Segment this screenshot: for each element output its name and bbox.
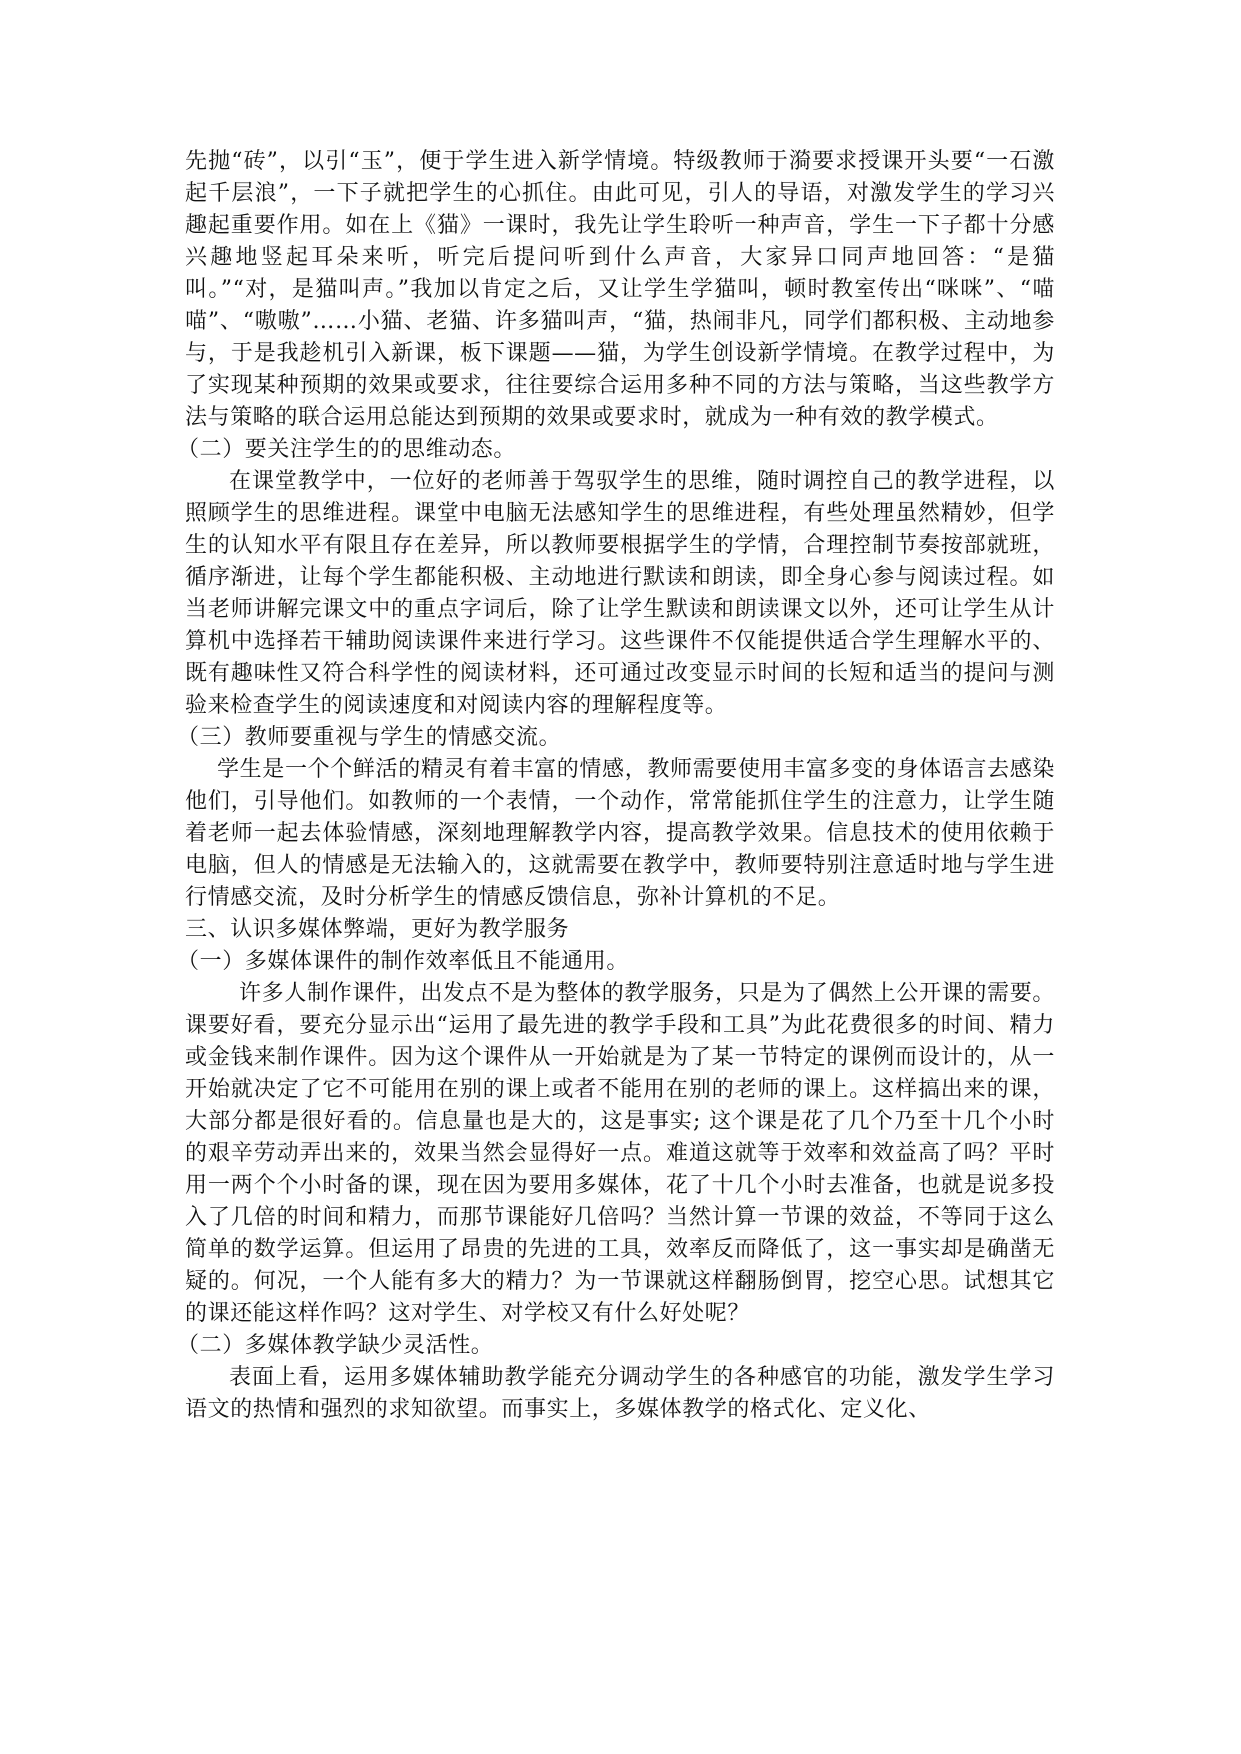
section-heading-thinking: （二）要关注学生的的思维动态。 (177, 437, 517, 462)
section-heading-efficiency: （一）多媒体课件的制作效率低且不能通用。 (177, 949, 630, 974)
paragraph-intro-story: 先抛“砖”，以引“玉”，便于学生进入新学情境。特级教师于漪要求授课开头要“一石激起千层浪”，一下子就把学生的心抓住。由此可见，引人的导语，对激发学生的学习兴趣起重要作用。如在上《猫》一课时，我先让学生聆听一种声音，学生一下子都十分感兴趣地竖起耳朵来听，听完后提问听到什么声音，大家异口同声地回答：“是猫叫。”“对，是猫叫声。”我加以肯定之后，又让学生学猫叫，顿时教室传出“咪咪”、“喵喵”、“嗷嗷”……小猫、老猫、许多猫叫声，“猫，热闹非凡，同学们都积极、主动地参与，于是我趁机引入新课，板下课题——猫，为学生创设新学情境。在教学过程中，为了实现某种预期的效果或要求，往往要综合运用多种不同的方法与策略，当这些教学方法与策略的联合运用总能达到预期的效果或要求时，就成为一种有效的教学模式。 (185, 149, 1055, 430)
paragraph-emotion: 学生是一个个鲜活的精灵有着丰富的情感，教师需要使用丰富多变的身体语言去感染他们，引导他们。如教师的一个表情，一个动作，常常能抓住学生的注意力，让学生随着老师一起去体验情感，深刻地理解教学内容，提高教学效果。信息技术的使用依赖于电脑，但人的情感是无法输入的，这就需要在教学中，教师要特别注意适时地与学生进行情感交流，及时分析学生的情感反馈信息，弥补计算机的不足。 (185, 757, 1055, 910)
chapter-heading-multimedia: 三、认识多媒体弊端，更好为教学服务 (185, 917, 570, 942)
section-heading-emotion: （三）教师要重视与学生的情感交流。 (177, 725, 562, 750)
paragraph-thinking: 在课堂教学中，一位好的老师善于驾驭学生的思维，随时调控自己的教学进程，以照顾学生的思维进程。课堂中电脑无法感知学生的思维进程，有些处理虽然精妙，但学生的认知水平有限且存在差异，所以教师要根据学生的学情，合理控制节奏按部就班，循序渐进，让每个学生都能积极、主动地进行默读和朗读，即全身心参与阅读过程。如当老师讲解完课文中的重点字词后，除了让学生默读和朗读课文以外，还可让学生从计算机中选择若干辅助阅读课件来进行学习。这些课件不仅能提供适合学生理解水平的、 既有趣味性又符合科学性的阅读材料，还可通过改变显示时间的长短和适当的提问与测验来检查学生的阅读速度和对阅读内容的理解程度等。 (185, 469, 1055, 718)
section-heading-flexibility: （二）多媒体教学缺少灵活性。 (177, 1333, 494, 1358)
document-page (177, 146, 1055, 1426)
paragraph-flexibility: 表面上看，运用多媒体辅助教学能充分调动学生的各种感官的功能，激发学生学习语文的热情和强烈的求知欲望。而事实上，多媒体教学的格式化、定义化、 (185, 1365, 1055, 1422)
paragraph-efficiency: 许多人制作课件，出发点不是为整体的教学服务，只是为了偶然上公开课的需要。课要好看，要充分显示出“运用了最先进的教学手段和工具”为此花费很多的时间、精力或金钱来制作课件。因为这个课件从一开始就是为了某一节特定的课例而设计的，从一开始就决定了它不可能用在别的课上或者不能用在别的老师的课上。这样搞出来的课，大部分都是很好看的。信息量也是大的，这是事实; 这个课是花了几个乃至十几个小时的艰辛劳动弄出来的，效果当然会显得好一点。难道这就等于效率和效益高了吗？平时用一两个个小时备的课，现在因为要用多媒体，花了十几个小时去准备，也就是说多投入了几倍的时间和精力，而那节课能好几倍吗？当然计算一节课的效益，不等同于这么简单的数学运算。但运用了昂贵的先进的工具，效率反而降低了，这一事实却是确凿无疑的。何况，一个人能有多大的精力？为一节课就这样翻肠倒胃，挖空心思。试想其它的课还能这样作吗？这对学生、对学校又有什么好处呢？ (185, 981, 1055, 1326)
